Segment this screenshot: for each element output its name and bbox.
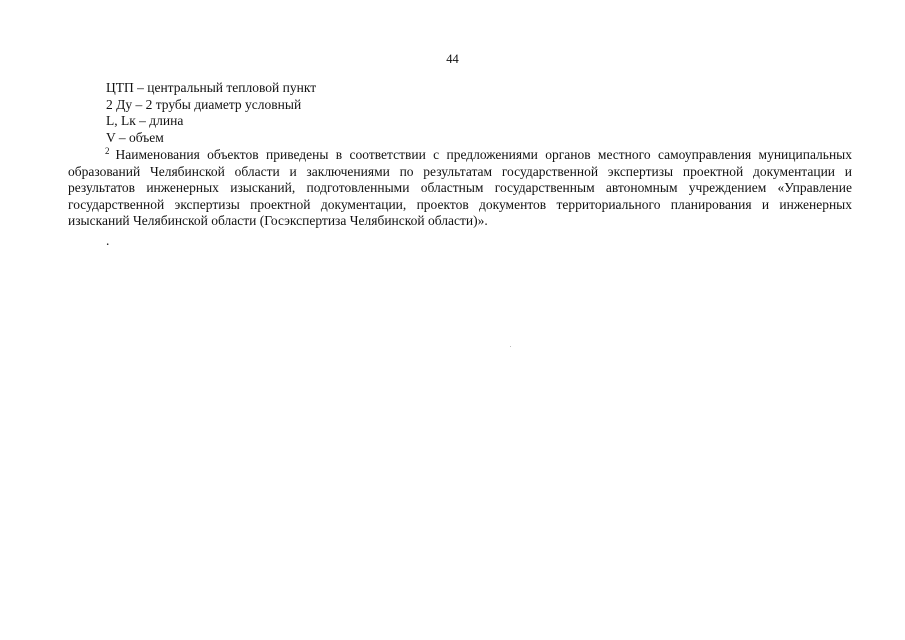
legend-item-length: L, Lк – длина xyxy=(106,113,184,129)
legend-item-du: 2 Ду – 2 трубы диаметр условный xyxy=(106,96,302,112)
footnote xyxy=(68,147,852,230)
footnote-marker: 2 xyxy=(105,146,110,156)
page-number: 44 xyxy=(446,52,459,66)
scan-speck xyxy=(510,346,511,347)
trailing-mark: . xyxy=(106,233,110,248)
legend-item-volume: V – объем xyxy=(106,129,164,145)
legend xyxy=(106,80,316,146)
footnote-text: Наименования объектов приведены в соответствии с предложениями органов местного самоуправления муниципальных образований Челябинской области и заключениями по результатам государственной экспертизы проектной документации и результатов инженерных изысканий, подготовленными областным государственным автономным учреждением «Управление государственной экспертизы проектной документации, проектов документов территориального планирования и инженерных изысканий Челябинской области (Госэкспертиза Челябинской области)». xyxy=(68,147,852,229)
legend-item-ctp: ЦТП – центральный тепловой пункт xyxy=(106,80,317,95)
